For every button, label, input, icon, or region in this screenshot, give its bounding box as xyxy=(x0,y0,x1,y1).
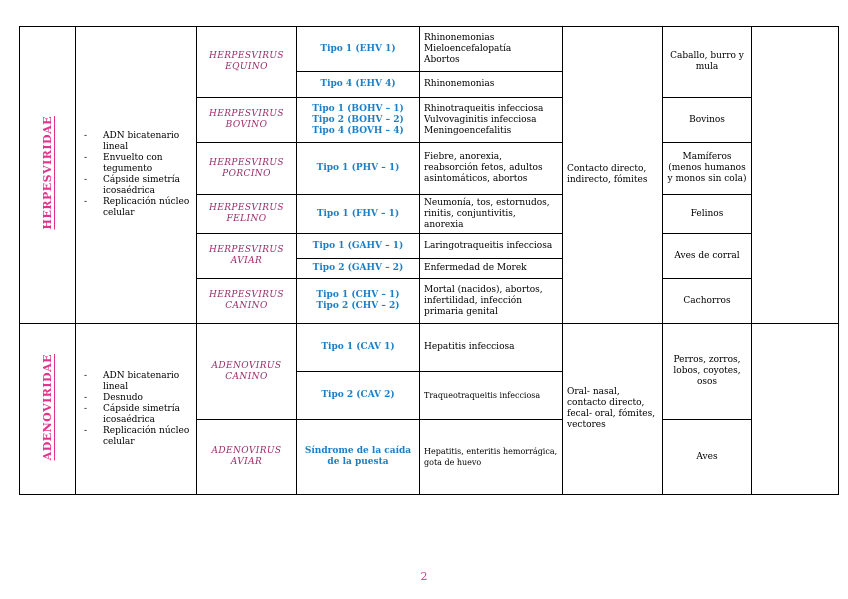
host-equino: Caballo, burro y mula xyxy=(663,27,752,98)
host-bovino: Bovinos xyxy=(663,98,752,143)
family-adenoviridae: ADENOVIRIDAE xyxy=(20,324,76,495)
disease-gahv1: Laringotraqueitis infecciosa xyxy=(420,234,563,259)
prop-item: - Replicación núcleo celular xyxy=(84,426,192,448)
type-cav1: Tipo 1 (CAV 1) xyxy=(297,324,420,372)
genus-adenovirus-canino: ADENOVIRUS CANINO xyxy=(197,324,297,420)
prop-item: - Desnudo xyxy=(84,393,192,404)
genus-herpesvirus-equino: HERPESVIRUS EQUINO xyxy=(197,27,297,98)
type-gahv1: Tipo 1 (GAHV – 1) xyxy=(297,234,420,259)
type-bohv: Tipo 1 (BOHV – 1) Tipo 2 (BOHV – 2) Tipo 4 (BOVH – 4) xyxy=(297,98,420,143)
disease-adeno-aviar: Hepatitis, enteritis hemorrágica, gota de huevo xyxy=(420,420,563,495)
type-adeno-aviar: Síndrome de la caída de la puesta xyxy=(297,420,420,495)
type-gahv2: Tipo 2 (GAHV – 2) xyxy=(297,259,420,279)
disease-ehv4: Rhinonemonias xyxy=(420,72,563,98)
genus-herpesvirus-porcino: HERPESVIRUS PORCINO xyxy=(197,143,297,195)
prop-item: - Cápside simetría icosaédrica xyxy=(84,404,192,426)
disease-chv: Mortal (nacidos), abortos, infertilidad, infección primaria genital xyxy=(420,279,563,324)
genus-herpesvirus-aviar: HERPESVIRUS AVIAR xyxy=(197,234,297,279)
prop-item: - ADN bicatenario lineal xyxy=(84,371,192,393)
disease-phv1: Fiebre, anorexia, reabsorción fetos, adultos asintomáticos, abortos xyxy=(420,143,563,195)
type-ehv4: Tipo 4 (EHV 4) xyxy=(297,72,420,98)
prop-item: - ADN bicatenario lineal xyxy=(84,131,192,153)
disease-fhv1: Neumonía, tos, estornudos, rinitis, conjuntivitis, anorexia xyxy=(420,195,563,234)
genus-herpesvirus-canino: HERPESVIRUS CANINO xyxy=(197,279,297,324)
genus-adenovirus-aviar: ADENOVIRUS AVIAR xyxy=(197,420,297,495)
virus-classification-table xyxy=(19,26,839,495)
disease-gahv2: Enfermedad de Morek xyxy=(420,259,563,279)
disease-cav2: Traqueotraqueitis infecciosa xyxy=(420,372,563,420)
disease-bohv: Rhinotraqueitis infecciosa Vulvovaginitis infecciosa Meningoencefalitis xyxy=(420,98,563,143)
page-number: 2 xyxy=(420,570,428,583)
genus-herpesvirus-felino: HERPESVIRUS FELINO xyxy=(197,195,297,234)
genus-herpesvirus-bovino: HERPESVIRUS BOVINO xyxy=(197,98,297,143)
family-herpesviridae: HERPESVIRIDAE xyxy=(20,27,76,324)
type-chv: Tipo 1 (CHV – 1) Tipo 2 (CHV – 2) xyxy=(297,279,420,324)
disease-ehv1: Rhinonemonias Mieloencefalopatía Abortos xyxy=(420,27,563,72)
host-adeno-aviar: Aves xyxy=(663,420,752,495)
type-ehv1: Tipo 1 (EHV 1) xyxy=(297,27,420,72)
host-porcino: Mamíferos (menos humanos y monos sin cola) xyxy=(663,143,752,195)
empty-cell xyxy=(752,27,839,324)
empty-cell xyxy=(752,324,839,495)
adeno-transmission: Oral- nasal, contacto directo, fecal- oral, fómites, vectores xyxy=(563,324,663,495)
herpes-properties xyxy=(76,27,197,324)
herpes-transmission: Contacto directo, indirecto, fómites xyxy=(563,27,663,324)
adeno-properties xyxy=(76,324,197,495)
host-felino: Felinos xyxy=(663,195,752,234)
host-adeno-canino: Perros, zorros, lobos, coyotes, osos xyxy=(663,324,752,420)
disease-cav1: Hepatitis infecciosa xyxy=(420,324,563,372)
prop-item: - Envuelto con tegumento xyxy=(84,153,192,175)
type-fhv1: Tipo 1 (FHV – 1) xyxy=(297,195,420,234)
host-aviar: Aves de corral xyxy=(663,234,752,279)
prop-item: - Cápside simetría icosaédrica xyxy=(84,175,192,197)
type-phv1: Tipo 1 (PHV – 1) xyxy=(297,143,420,195)
type-cav2: Tipo 2 (CAV 2) xyxy=(297,372,420,420)
prop-item: - Replicación núcleo celular xyxy=(84,197,192,219)
host-canino: Cachorros xyxy=(663,279,752,324)
